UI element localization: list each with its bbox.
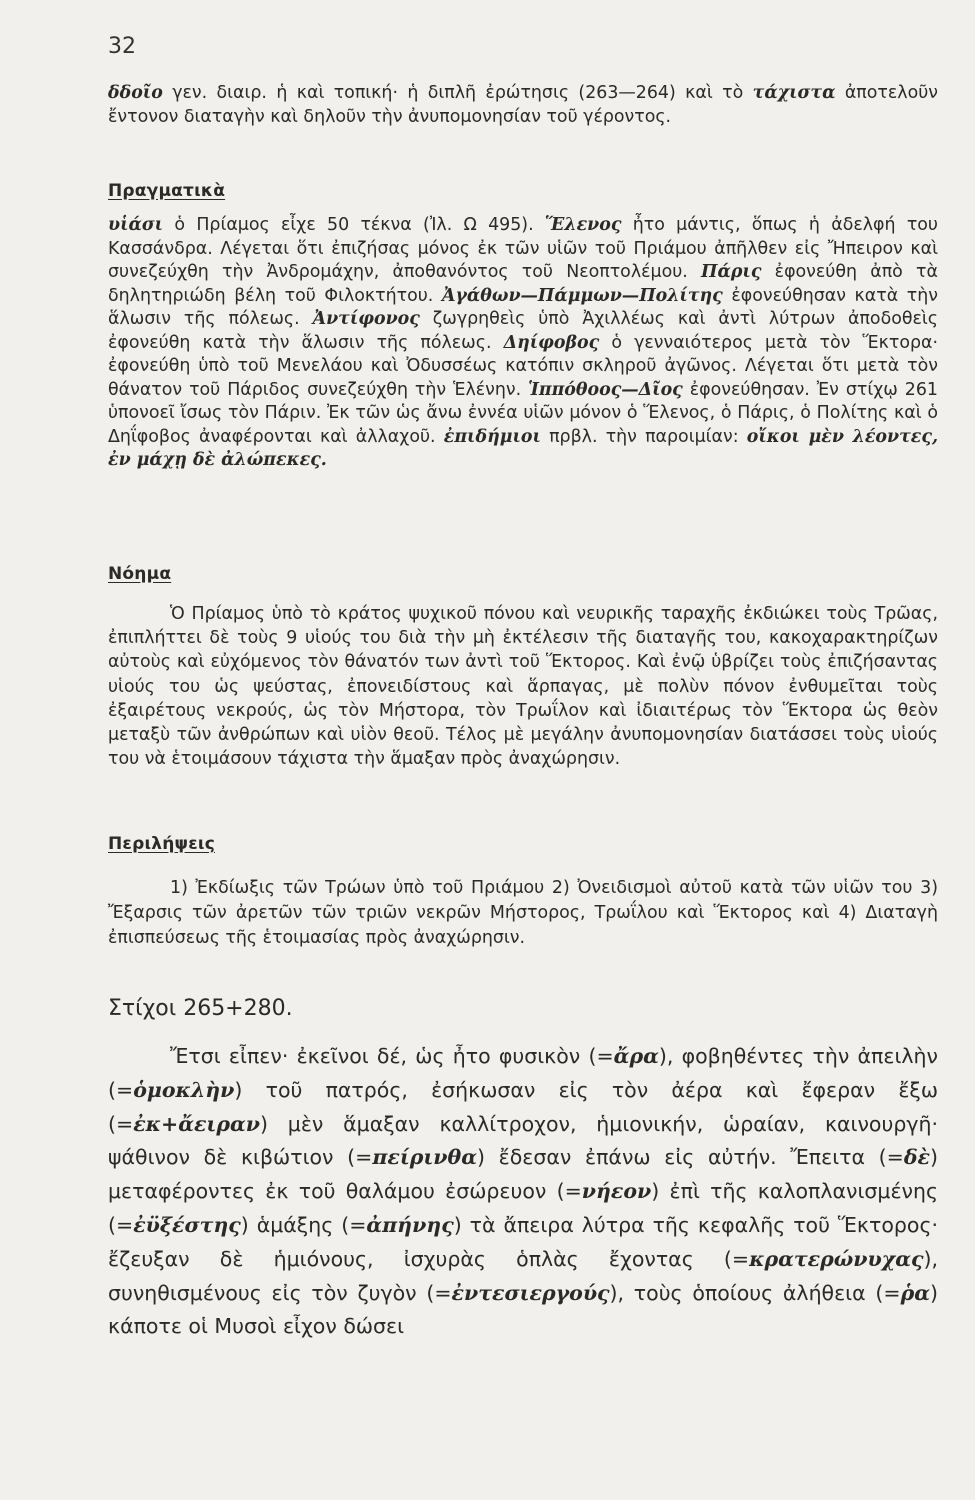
section-noima [108, 564, 938, 584]
intro-paragraph: δδοῖο γεν. διαιρ. ἡ καὶ τοπική· ἡ διπλῆ ἐρώτησις (263—264) καὶ τὸ τάχιστα ἀποτελοῦν ἔντονον διαταγὴν καὶ δηλοῦν τὴν ἀνυπομονησίαν τοῦ γέροντος. [108, 83, 938, 127]
intro-commentary [108, 82, 938, 129]
verses-heading-block [108, 996, 938, 1021]
section-heading: Πραγματικὰ [108, 181, 226, 201]
term: τάχιστα [752, 83, 836, 103]
section-perilipseis [108, 834, 938, 854]
verses-paragraph: Ἔτσι εἶπεν· ἐκεῖνοι δέ, ὡς ἦτο φυσικὸν (=ἄρα), φοβηθέντες τὴν ἀπειλὴν (=ὁμοκλὴν) τοῦ πατρός, ἐσήκωσαν εἰς τὸν ἀέρα καὶ ἔφεραν ἔξω (=ἐκ+ἄειραν) μὲν ἅμαξαν καλλίτροχον, ἡμιονικήν, ὡραίαν, καινουργῆ· ψάθινον δὲ κιβώτιον (=πείρινθα) ἔδεσαν ἐπάνω εἰς αὐτήν. Ἔπειτα (=δὲ) μεταφέροντες ἐκ τοῦ θαλάμου ἐσώρευον (=νήεον) ἐπὶ τῆς καλοπλανισμένης (=ἐϋξέστης) ἁμάξης (=ἀπήνης) τὰ ἄπειρα λύτρα τῆς κεφαλῆς τοῦ Ἕκτορος· ἔζευξαν δὲ ἡμιόνους, ἰσχυρὰς ὁπλὰς ἔχοντας (=κρατερώνυχας), συνηθισμένους εἰς τὸν ζυγὸν (=ἐντεσιεργούς), τοὺς ὁποίους ἀλήθεια (=ῥα) κάποτε οἱ Μυσοὶ εἶχον δώσει [108, 1044, 939, 1339]
pragmatika-body [108, 214, 938, 473]
pragmatika-paragraph: υἱάσι ὁ Πρίαμος εἶχε 50 τέκνα (Ἰλ. Ω 495). Ἕλενος ἦτο μάντις, ὅπως ἡ ἀδελφή του Κασσάνδρα. Λέγεται ὅτι ἐπιζήσας μόνος ἐκ τῶν υἱῶν τοῦ Πριάμου ἀπῆλθεν εἰς Ἤπειρον καὶ συνεζεύχθη τὴν Ἀνδρομάχην, ἀποθανόντος τοῦ Νεοπτολέμου. Πάρις ἐφονεύθη ἀπὸ τὰ δηλητηριώδη βέλη τοῦ Φιλοκτήτου. Ἀγάθων—Πάμμων—Πολίτης ἐφονεύθησαν κατὰ τὴν ἅλωσιν τῆς πόλεως. Ἀντίφονος ζωγρηθεὶς ὑπὸ Ἀχιλλέως καὶ ἀντὶ λύτρων ἀποδοθεὶς ἐφονεύθη κατὰ τὴν ἅλωσιν τῆς πόλεως. Δηίφοβος ὁ γενναιότερος μετὰ τὸν Ἕκτορα· ἐφονεύθη ὑπὸ τοῦ Μενελάου καὶ Ὀδυσσέως κατόπιν σκληροῦ ἀγῶνος. Λέγεται ὅτι μετὰ τὸν θάνατον τοῦ Πάριδος συνεζεύχθη τὴν Ἑλένην. Ἱππόθοος—Δῖος ἐφονεύθησαν. Ἐν στίχῳ 261 ὑπονοεῖ ἴσως τὸν Πάριν. Ἐκ τῶν ὡς ἄνω ἐννέα υἱῶν μόνον ὁ Ἕλενος, ὁ Πάρις, ὁ Πολίτης καὶ ὁ Δηΐφοβος ἀναφέρονται καὶ ἀλλαχοῦ. ἐπιδήμιοι πρβλ. τὴν παροιμίαν: οἴκοι μὲν λέοντες, ἐν μάχῃ δὲ ἀλώπεκες. [108, 215, 939, 470]
noima-paragraph: Ὁ Πρίαμος ὑπὸ τὸ κράτος ψυχικοῦ πόνου καὶ νευρικῆς ταραχῆς ἐκδιώκει τοὺς Τρῶας, ἐπιπλήττει δὲ τοὺς 9 υἱούς του διὰ τὴν μὴ ἐκτέλεσιν τῆς διαταγῆς του, κακοχαρακτηρίζων αὐτοὺς καὶ εὐχόμενος τὸν θάνατόν των ἀντὶ τοῦ Ἕκτορος. Καὶ ἐνῷ ὑβρίζει τοὺς ἐπιζήσαντας υἱούς του ὡς ψεύστας, ἐπονειδίστους καὶ ἅρπαγας, μὲ πολὺν πόνον ἐνθυμεῖται τοὺς ἐξαιρέτους νεκρούς, ὡς τὸν Μήστορα, τὸν Τρωΐλον καὶ ἰδιαιτέρως τὸν Ἕκτορα ὡς θεὸν μεταξὺ τῶν ἀνθρώπων καὶ υἱὸν θεοῦ. Τέλος μὲ μεγάλην ἀνυπομονησίαν διατάσσει τοὺς υἱούς του νὰ ἑτοιμάσουν τάχιστα τὴν ἅμαξαν πρὸς ἀναχώρησιν. [108, 604, 938, 770]
perilipseis-paragraph: 1) Ἐκδίωξις τῶν Τρώων ὑπὸ τοῦ Πριάμου 2) Ὀνειδισμοὶ αὐτοῦ κατὰ τῶν υἱῶν του 3) Ἔξαρσις τῶν ἀρετῶν τῶν τριῶν νεκρῶν Μήστορος, Τρωΐλου καὶ Ἕκτορος καὶ 4) Διαταγὴ ἐπισπεύσεως τῆς ἑτοιμασίας πρὸς ἀναχώρησιν. [108, 878, 938, 948]
section-pragmatika [108, 181, 938, 201]
term: δδοῖο [108, 83, 163, 103]
perilipseis-body [108, 876, 938, 951]
noima-body [108, 602, 938, 771]
page-number: 32 [108, 34, 136, 59]
section-heading: Νόημα [108, 564, 172, 584]
verses-heading: Στίχοι 265+280. [108, 996, 293, 1021]
verses-body [108, 1040, 938, 1344]
section-heading: Περιλήψεις [108, 834, 216, 854]
